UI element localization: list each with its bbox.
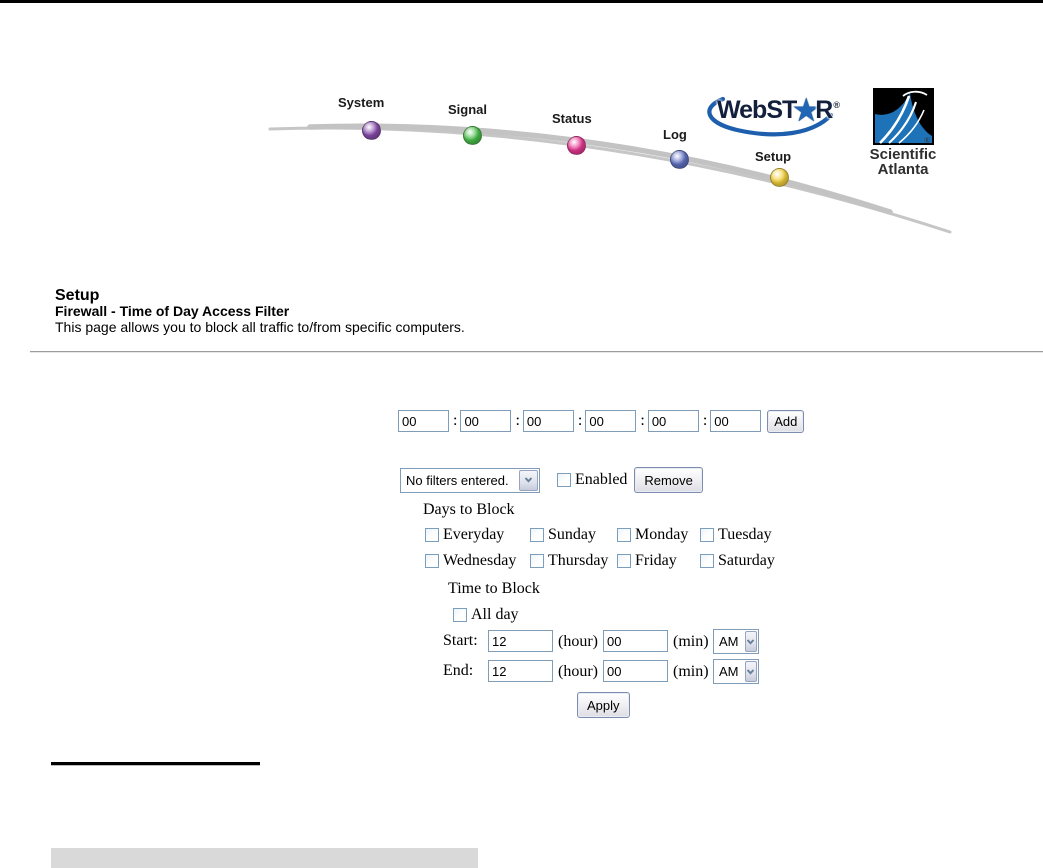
end-label: End:: [443, 662, 474, 679]
start-minute-suffix-label: (min): [673, 633, 709, 650]
mac-octet-input-4[interactable]: [585, 410, 636, 432]
page-subtitle: Firewall - Time of Day Access Filter: [55, 303, 290, 319]
day-label-tuesday: Tuesday: [718, 526, 772, 543]
nav-label-log[interactable]: Log: [663, 127, 687, 142]
mac-address-row: [398, 408, 804, 434]
day-checkbox-sunday[interactable]: [530, 528, 544, 542]
end-ampm-select[interactable]: [713, 659, 759, 684]
enabled-label: Enabled: [575, 471, 628, 488]
mac-octet-input-5[interactable]: [648, 410, 699, 432]
chevron-down-icon: [745, 631, 758, 652]
start-ampm-select[interactable]: [713, 629, 759, 654]
webstar-text-left: WebST: [717, 96, 797, 124]
section-divider: [30, 351, 1043, 353]
day-checkbox-thursday[interactable]: [530, 554, 544, 568]
webstar-star-icon: ★: [793, 94, 819, 127]
colon-separator: :: [702, 412, 708, 429]
all-day-checkbox[interactable]: [453, 608, 467, 622]
webstar-logo: [707, 92, 841, 140]
webstar-text-right: R: [815, 96, 833, 124]
end-time-row: [0, 660, 1043, 685]
day-checkbox-wednesday[interactable]: [425, 554, 439, 568]
end-hour-suffix-label: (hour): [558, 663, 598, 680]
scientific-atlanta-text-line2: Atlanta: [877, 161, 929, 178]
scientific-atlanta-logo: [858, 88, 948, 177]
nav-ball-system[interactable]: [362, 121, 381, 140]
page-title: Setup: [55, 287, 100, 304]
filter-row: [400, 466, 703, 494]
page-description: This page allows you to block all traffic to/from specific computers.: [55, 319, 465, 335]
day-checkbox-saturday[interactable]: [700, 554, 714, 568]
day-label-monday: Monday: [635, 526, 689, 543]
nav-ball-setup[interactable]: [770, 168, 789, 187]
nav-ball-status[interactable]: [567, 136, 586, 155]
start-ampm-value: AM: [719, 634, 739, 649]
filter-select[interactable]: [400, 468, 540, 493]
day-label-thursday: Thursday: [548, 552, 609, 569]
days-row-1: [425, 522, 795, 548]
mac-octet-input-6[interactable]: [710, 410, 761, 432]
days-to-block-label: Days to Block: [423, 501, 515, 518]
mac-octet-input-2[interactable]: [460, 410, 511, 432]
footnote-rule: [51, 762, 260, 766]
all-day-label: All day: [471, 606, 519, 623]
scientific-atlanta-text-line1: Scientific: [869, 146, 937, 163]
filter-select-value: No filters entered.: [406, 472, 509, 488]
remove-button[interactable]: Remove: [634, 467, 702, 493]
colon-separator: :: [640, 412, 645, 429]
nav-ball-signal[interactable]: [463, 126, 482, 145]
day-label-everyday: Everyday: [443, 526, 505, 543]
colon-separator: :: [515, 412, 520, 429]
enabled-checkbox[interactable]: [557, 473, 571, 487]
start-hour-suffix-label: (hour): [558, 633, 598, 650]
end-minute-input[interactable]: [603, 660, 668, 682]
day-checkbox-everyday[interactable]: [425, 528, 439, 542]
webstar-registered-mark: ®: [833, 99, 840, 110]
nav-label-setup[interactable]: Setup: [755, 149, 792, 164]
start-minute-input[interactable]: [603, 630, 668, 652]
apply-button[interactable]: Apply: [577, 692, 630, 718]
day-checkbox-tuesday[interactable]: [700, 528, 714, 542]
mac-octet-input-3[interactable]: [523, 410, 574, 432]
time-to-block-label: Time to Block: [448, 580, 540, 597]
colon-separator: :: [577, 412, 583, 429]
colon-separator: :: [453, 412, 458, 429]
day-label-saturday: Saturday: [718, 552, 775, 569]
all-day-row: [453, 606, 519, 624]
day-label-wednesday: Wednesday: [443, 552, 517, 569]
scientific-atlanta-registered-mark: ®: [924, 136, 931, 145]
nav-label-signal[interactable]: Signal: [448, 102, 488, 117]
start-hour-input[interactable]: [488, 630, 553, 652]
start-label: Start:: [443, 632, 478, 649]
add-button[interactable]: Add: [767, 410, 804, 433]
end-hour-input[interactable]: [488, 660, 553, 682]
top-border: [0, 0, 1043, 3]
days-row-2: [425, 548, 795, 574]
chevron-down-icon: [745, 661, 758, 682]
nav-label-system[interactable]: System: [338, 95, 385, 110]
day-checkbox-friday[interactable]: [617, 554, 631, 568]
nav-label-status[interactable]: Status: [552, 111, 592, 126]
nav-ball-log[interactable]: [670, 150, 689, 169]
day-label-friday: Friday: [635, 552, 677, 569]
chevron-down-icon: [519, 470, 538, 491]
start-time-row: [0, 630, 1043, 655]
footer-bar: [51, 848, 478, 868]
end-minute-suffix-label: (min): [673, 663, 709, 680]
mac-octet-input-1[interactable]: [398, 410, 449, 432]
day-checkbox-monday[interactable]: [617, 528, 631, 542]
end-ampm-value: AM: [719, 664, 739, 679]
day-label-sunday: Sunday: [548, 526, 596, 543]
